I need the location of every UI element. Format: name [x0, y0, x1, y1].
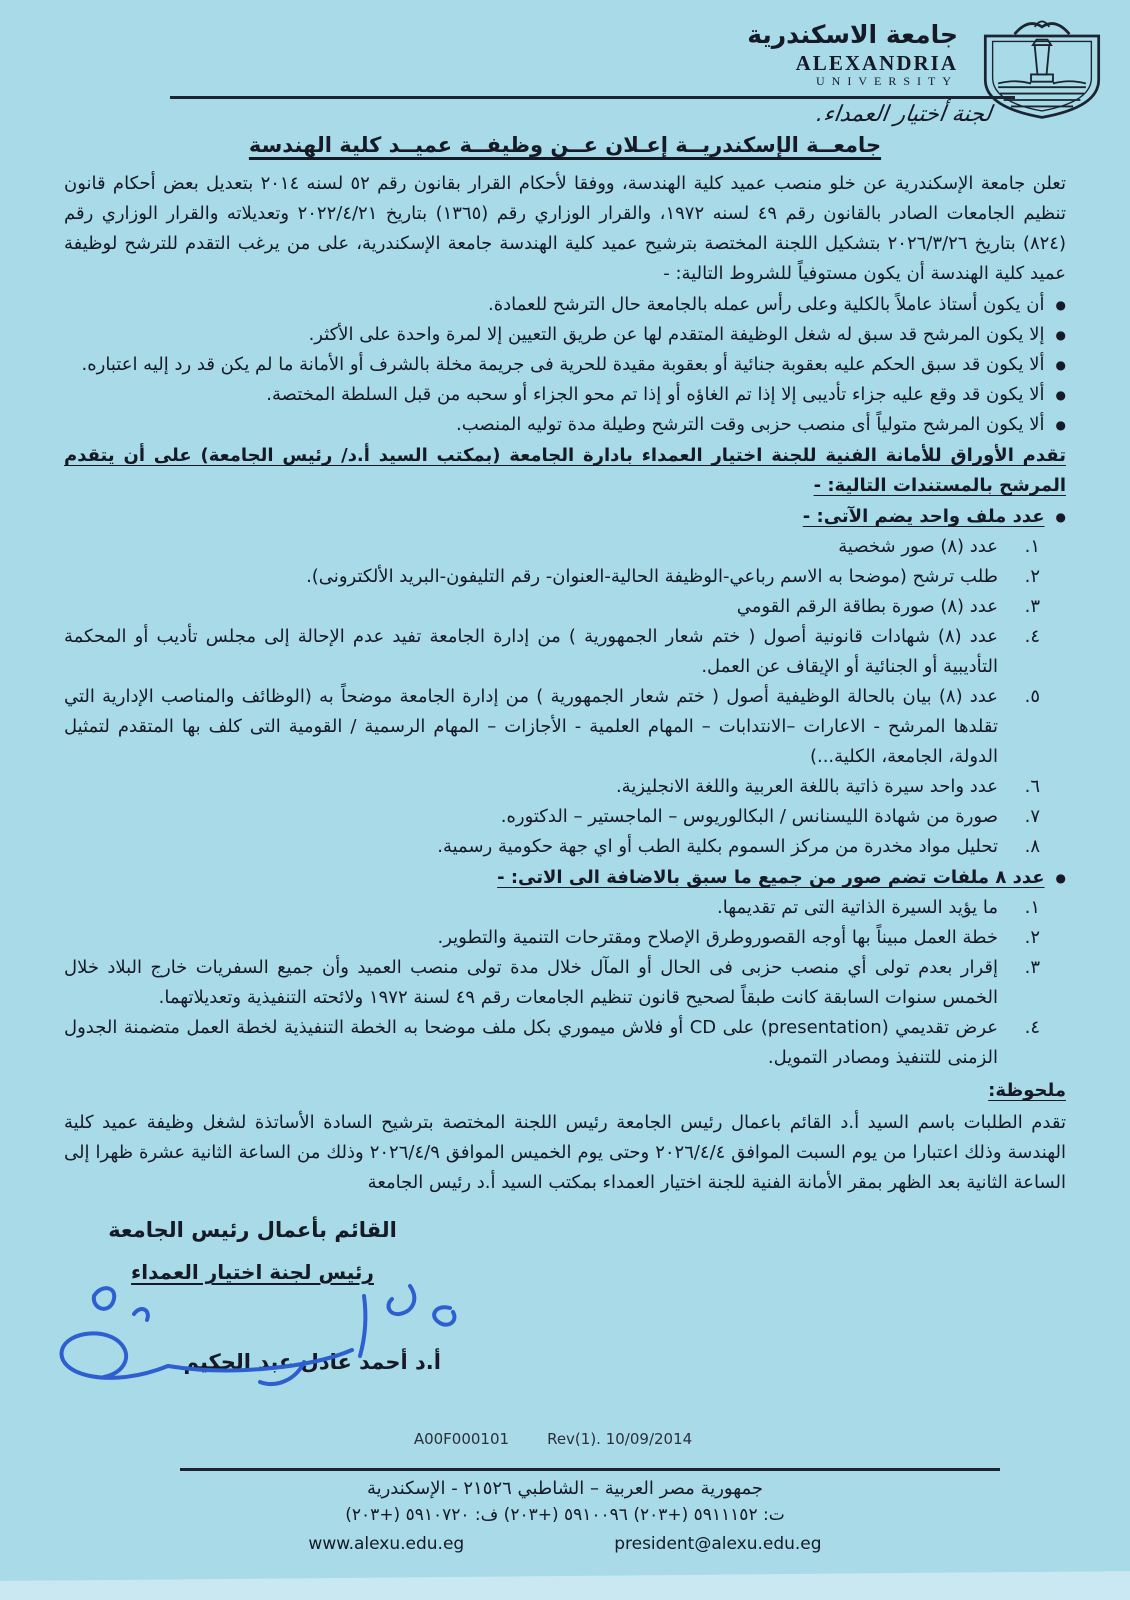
header-divider — [170, 96, 1015, 99]
condition-item — [64, 320, 1066, 350]
deans-selection-committee-script: لجنة أختيار العمداء. — [814, 102, 994, 127]
item-number: ٤. — [1024, 1017, 1040, 1038]
document-item — [64, 953, 1066, 1013]
item-text: عدد (٨) صور شخصية — [838, 536, 998, 557]
item-number: ٧. — [1024, 806, 1040, 827]
university-logo-english-name: ALEXANDRIA — [795, 51, 958, 76]
form-revision: Rev(1). 10/09/2014 — [547, 1430, 693, 1448]
item-text: عدد (٨) شهادات قانونية أصول ( ختم شعار الجمهورية ) من إدارة الجامعة تفيد عدم الإحالة إلى مجلس تأديب أو المحكمة التأديبية أو الجنائية أو الإيقاف عن العمل. — [64, 626, 999, 677]
announcement-title: جامعــة الإسكندريــة إعـلان عــن وظيفــة عميــد كلية الهندسة — [248, 133, 882, 157]
document-item — [64, 772, 1066, 802]
item-text: عرض تقديمي (presentation) على CD أو فلاش ميموري بكل ملف موضحا به الخطة التنفيذية لخطة العمل متضمنة الجدول الزمنى للتنفيذ ومصادر التمويل. — [64, 1017, 998, 1068]
bullet-icon: ● — [1055, 871, 1066, 885]
intro-paragraph: تعلن جامعة الإسكندرية عن خلو منصب عميد كلية الهندسة، ووفقا لأحكام القرار بقانون رقم ٥٢ لسنه ٢٠١٤ بتعديل بعض أحكام قانون تنظيم الجامعات الصادر بالقانون رقم ٤٩ لسنه ١٩٧٢، والقرار الوزاري رقم (١٣٦٥) بتاريخ ٢٠٢٢/٤/٢١ وتعديلاته والقرار الوزاري رقم (٨٢٤) بتاريخ ٢٠٢٦/٣/٢٦ بتشكيل اللجنة المختصة بترشيح عميد كلية الهندسة جامعة الإسكندرية، على من يرغب التقدم للترشح لوظيفة عميد كلية الهندسة أن يكون مستوفياً للشروط التالية: - — [64, 173, 1067, 284]
footer-links — [0, 1534, 1130, 1554]
item-text: طلب ترشح (موضحا به الاسم رباعي-الوظيفة الحالية-العنوان- رقم التليفون-البريد الألكترونى). — [306, 566, 998, 587]
acting-president-title: القائم بأعمال رئيس الجامعة — [108, 1218, 397, 1242]
document-item — [64, 893, 1066, 923]
single-file-items-list — [64, 532, 1066, 862]
item-text: ما يؤيد السيرة الذاتية التى تم تقديمها. — [717, 897, 998, 918]
university-logo-english-subname: UNIVERSITY — [816, 74, 958, 89]
document-item — [64, 832, 1066, 862]
footer-phone-numbers: ت: ٥٩١١١٥٢ (+٢٠٣) ٥٩١٠٠٩٦ (+٢٠٣) ف: ٥٩١٠٧٢٠ (+٢٠٣) — [345, 1505, 785, 1525]
item-text: عدد (٨) بيان بالحالة الوظيفية أصول ( ختم شعار الجمهورية ) من إدارة الجامعة موضحاً به (الوظائف والمناصب الإدارية التي تقلدها المرشح - الاعارات –الانتدابات – المهام العلمية - الأجازات – المهام الرسمية / القومية التى كلف بها المتقدم لتمثيل الدولة، الجامعة، الكلية...) — [64, 686, 999, 767]
condition-item — [64, 410, 1066, 440]
footer-address: جمهورية مصر العربية – الشاطبي ٢١٥٢٦ - الإسكندرية — [366, 1478, 764, 1499]
document-item — [64, 532, 1066, 562]
condition-text: ألا يكون قد سبق الحكم عليه بعقوبة جنائية أو بعقوبة مقيدة للحرية فى جريمة مخلة بالشرف أو الأمانة ما لم يكن قد رد إليه اعتباره. — [81, 354, 1045, 375]
item-text: عدد واحد سيرة ذاتية باللغة العربية واللغة الانجليزية. — [615, 776, 998, 797]
footer-email: president@alexu.edu.eg — [614, 1534, 822, 1554]
item-number: ١. — [1024, 897, 1040, 918]
bullet-icon: ● — [1055, 388, 1066, 402]
conditions-list — [64, 290, 1066, 440]
condition-text: ألا يكون المرشح متولياً أى منصب حزبى وقت الترشح وطيلة مدة توليه المنصب. — [456, 414, 1045, 435]
bullet-icon: ● — [1055, 418, 1066, 432]
item-number: ٣. — [1024, 596, 1040, 617]
footer-website: www.alexu.edu.eg — [308, 1534, 465, 1554]
condition-item — [64, 380, 1066, 410]
signature-block — [60, 1218, 445, 1374]
section-heading-text: عدد ٨ ملفات تضم صور من جميع ما سبق بالاضافة الى الاتى: - — [497, 867, 1045, 888]
bullet-icon: ● — [1055, 328, 1066, 342]
eight-files-section-heading — [64, 863, 1066, 893]
item-text: صورة من شهادة الليسنانس / البكالوريوس – الماجستير – الدكتوره. — [500, 806, 998, 827]
note-heading: ملحوظة: — [988, 1080, 1066, 1101]
item-text: إقرار بعدم تولى أي منصب حزبى فى الحال أو المآل خلال مدة تولى منصب العميد وأن جميع السفريات خارج البلاد خلال الخمس سنوات السابقة كانت طبقاً لصحيح قانون تنظيم الجامعات رقم ٤٩ لسنة ١٩٧٢ ولائحته التنفيذية وتعديلاتهما. — [64, 957, 998, 1008]
eight-files-items-list — [64, 893, 1066, 1073]
document-body — [64, 130, 1066, 1198]
footer-divider — [180, 1468, 1000, 1471]
submission-instructions-heading: تقدم الأوراق للأمانة الفنية للجنة اختيار العمداء بادارة الجامعة (بمكتب السيد أ.د/ رئيس الجامعة) على أن يتقدم المرشح بالمستندات التالية: - — [64, 445, 1066, 496]
section-heading-text: عدد ملف واحد يضم الآتى: - — [802, 506, 1045, 527]
document-item — [64, 1013, 1066, 1073]
document-item — [64, 682, 1066, 772]
document-item — [64, 622, 1066, 682]
form-code: A00F000101 — [413, 1430, 510, 1448]
condition-item — [64, 350, 1066, 380]
item-text: تحليل مواد مخدرة من مركز السموم بكلية الطب أو اي جهة حكومية رسمية. — [437, 836, 998, 857]
item-text: خطة العمل مبيناً بها أوجه القصوروطرق الإصلاح ومقترحات التنمية والتطوير. — [437, 927, 998, 948]
note-paragraph: تقدم الطلبات باسم السيد أ.د القائم باعمال رئيس الجامعة رئيس اللجنة المختصة بترشيح السادة الأساتذة لشغل وظيفة عميد كلية الهندسة وذلك اعتبارا من يوم السبت الموافق ٢٠٢٦/٤/٤ وحتى يوم الخميس الموافق ٢٠٢٦/٤/٩ وذلك من الساعة الثانية عشرة ظهرا إلى الساعة الثانية بعد الظهر بمقر الأمانة الفنية للجنة اختيار العمداء بمكتب السيد أ.د رئيس الجامعة — [64, 1112, 1067, 1193]
condition-item — [64, 290, 1066, 320]
item-number: ٤. — [1024, 626, 1040, 647]
document-item — [64, 802, 1066, 832]
item-number: ٣. — [1024, 957, 1040, 978]
item-text: عدد (٨) صورة بطاقة الرقم القومي — [736, 596, 998, 617]
bullet-icon: ● — [1055, 358, 1066, 372]
condition-text: أن يكون أستاذ عاملاً بالكلية وعلى رأس عمله بالجامعة حال الترشح للعمادة. — [488, 294, 1045, 315]
condition-text: ألا يكون قد وقع عليه جزاء تأديبى إلا إذا تم الغاؤه أو إذا تم محو الجزاء أو سحبه من قبل السلطة المختصة. — [266, 384, 1045, 405]
handwritten-signature — [42, 1270, 482, 1400]
item-number: ٢. — [1024, 927, 1040, 948]
document-item — [64, 592, 1066, 622]
item-number: ٢. — [1024, 566, 1040, 587]
item-number: ٦. — [1024, 776, 1040, 797]
document-item — [64, 562, 1066, 592]
bullet-icon: ● — [1055, 510, 1066, 524]
form-meta — [0, 1430, 1118, 1448]
university-logo — [747, 22, 958, 88]
scan-edge-artifact — [0, 1571, 1130, 1600]
bullet-icon: ● — [1055, 298, 1066, 312]
single-file-section-heading — [64, 502, 1066, 532]
document-item — [64, 923, 1066, 953]
item-number: ١. — [1024, 536, 1040, 557]
committee-chair-title: رئيس لجنة اختيار العمداء — [131, 1260, 374, 1284]
item-number: ٨. — [1024, 836, 1040, 857]
item-number: ٥. — [1024, 686, 1040, 707]
signatory-name: أ.د أحمد عادل عبد الحكيم — [183, 1350, 441, 1374]
condition-text: إلا يكون المرشح قد سبق له شغل الوظيفة المتقدم لها عن طريق التعيين إلا لمرة واحدة على الأكثر. — [308, 324, 1045, 345]
university-logo-arabic-name: جامعة الاسكندرية — [747, 20, 958, 49]
